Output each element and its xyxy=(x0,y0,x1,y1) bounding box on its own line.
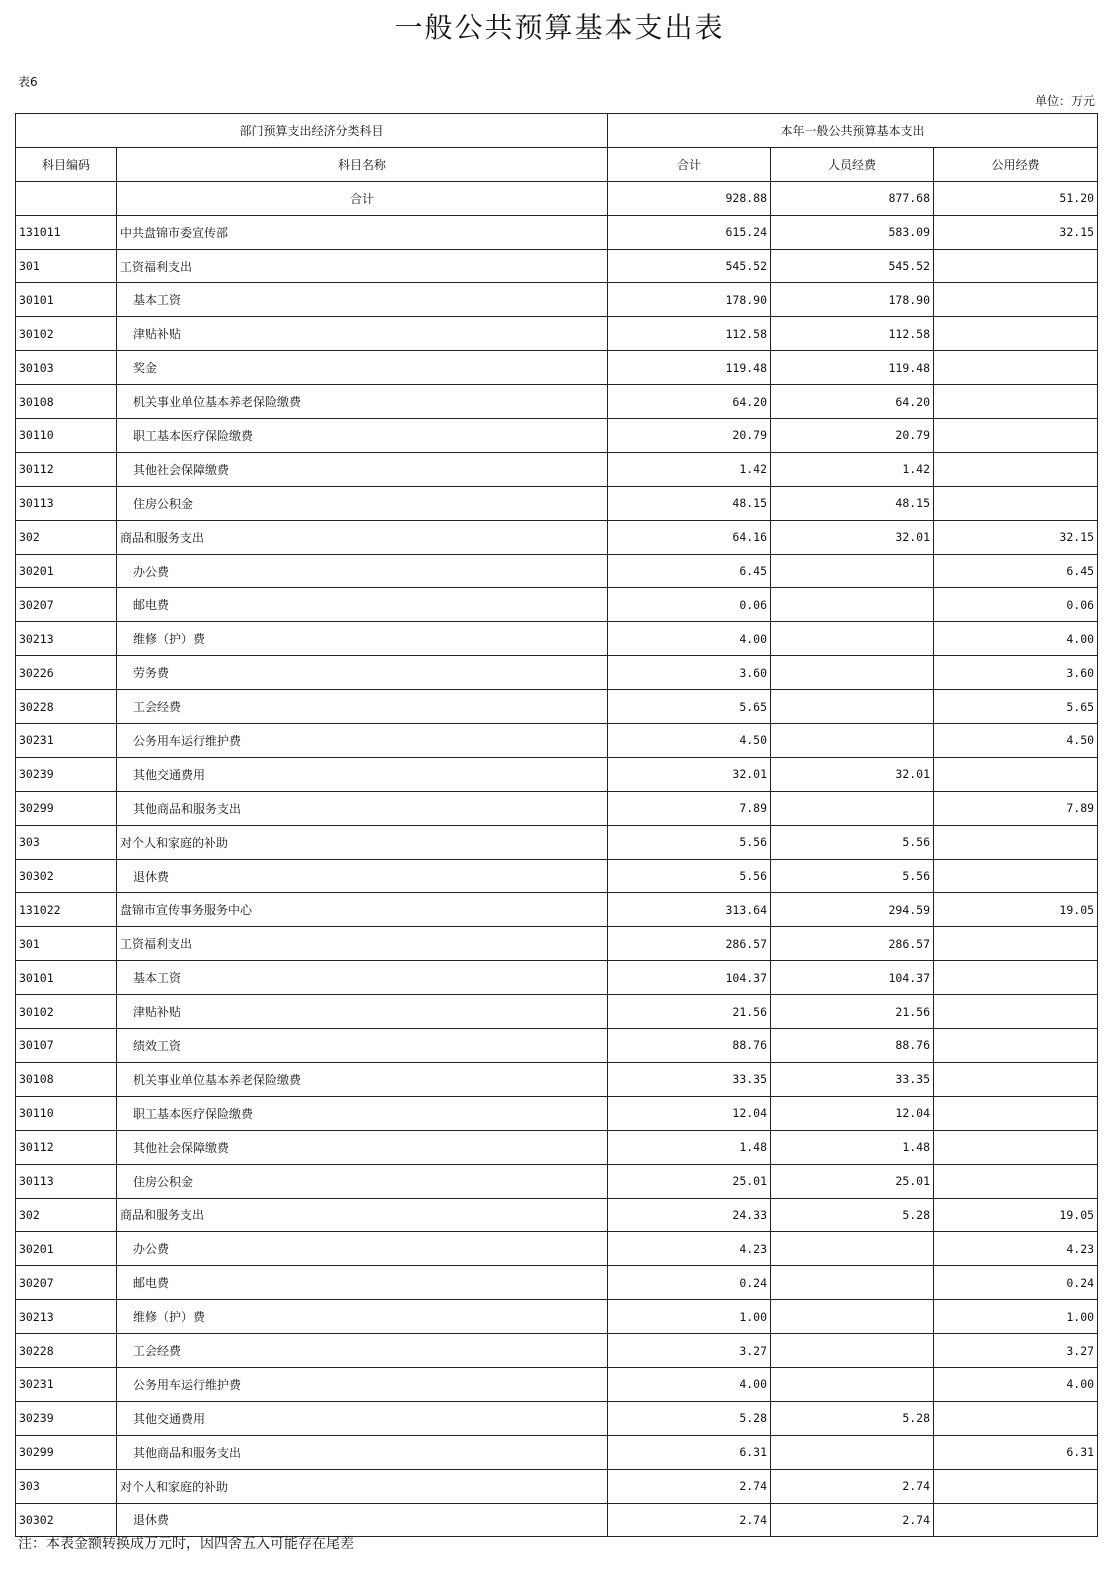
table-row xyxy=(16,351,1098,385)
table-body xyxy=(16,181,1098,1537)
cell-personnel: 119.48 xyxy=(771,351,934,385)
cell-personnel: 877.68 xyxy=(771,181,934,215)
cell-personnel: 2.74 xyxy=(771,1503,934,1537)
cell-code xyxy=(16,181,117,215)
cell-personnel xyxy=(771,1435,934,1469)
cell-total: 5.56 xyxy=(608,825,771,859)
cell-public: 51.20 xyxy=(934,181,1098,215)
cell-code: 30102 xyxy=(16,317,117,351)
cell-personnel: 286.57 xyxy=(771,927,934,961)
cell-total: 12.04 xyxy=(608,1096,771,1130)
table-row xyxy=(16,1198,1098,1232)
cell-name: 津贴补贴 xyxy=(117,317,608,351)
cell-code: 30231 xyxy=(16,1367,117,1401)
table-row xyxy=(16,317,1098,351)
cell-code: 30302 xyxy=(16,859,117,893)
cell-public: 4.00 xyxy=(934,1367,1098,1401)
cell-public xyxy=(934,757,1098,791)
cell-personnel: 545.52 xyxy=(771,249,934,283)
table-row xyxy=(16,757,1098,791)
cell-public: 32.15 xyxy=(934,520,1098,554)
cell-personnel xyxy=(771,1300,934,1334)
cell-total: 6.45 xyxy=(608,554,771,588)
cell-public: 32.15 xyxy=(934,215,1098,249)
cell-personnel: 25.01 xyxy=(771,1164,934,1198)
cell-personnel: 33.35 xyxy=(771,1062,934,1096)
cell-name: 维修（护）费 xyxy=(117,622,608,656)
cell-name: 其他交通费用 xyxy=(117,1401,608,1435)
column-header-total: 合计 xyxy=(608,147,771,181)
cell-code: 30108 xyxy=(16,1062,117,1096)
cell-name: 商品和服务支出 xyxy=(117,1198,608,1232)
cell-public: 0.06 xyxy=(934,588,1098,622)
cell-personnel: 104.37 xyxy=(771,961,934,995)
table-row xyxy=(16,1367,1098,1401)
cell-total: 286.57 xyxy=(608,927,771,961)
cell-total: 615.24 xyxy=(608,215,771,249)
cell-personnel xyxy=(771,690,934,724)
cell-code: 30103 xyxy=(16,351,117,385)
cell-total: 1.00 xyxy=(608,1300,771,1334)
cell-name: 住房公积金 xyxy=(117,1164,608,1198)
cell-code: 30107 xyxy=(16,1029,117,1063)
table-row xyxy=(16,1029,1098,1063)
cell-name: 劳务费 xyxy=(117,656,608,690)
cell-name: 公务用车运行维护费 xyxy=(117,1367,608,1401)
cell-name: 住房公积金 xyxy=(117,486,608,520)
cell-public: 7.89 xyxy=(934,791,1098,825)
cell-personnel: 2.74 xyxy=(771,1469,934,1503)
cell-code: 30201 xyxy=(16,1232,117,1266)
cell-public xyxy=(934,486,1098,520)
cell-personnel: 32.01 xyxy=(771,757,934,791)
table-row xyxy=(16,1435,1098,1469)
cell-code: 30112 xyxy=(16,452,117,486)
cell-public: 0.24 xyxy=(934,1266,1098,1300)
cell-name: 其他社会保障缴费 xyxy=(117,452,608,486)
cell-public: 1.00 xyxy=(934,1300,1098,1334)
cell-name: 中共盘锦市委宣传部 xyxy=(117,215,608,249)
cell-public xyxy=(934,385,1098,419)
column-header-name: 科目名称 xyxy=(117,147,608,181)
table-row xyxy=(16,588,1098,622)
table-row xyxy=(16,452,1098,486)
cell-personnel: 5.28 xyxy=(771,1401,934,1435)
cell-total: 1.42 xyxy=(608,452,771,486)
cell-name: 工会经费 xyxy=(117,1334,608,1368)
cell-name: 津贴补贴 xyxy=(117,995,608,1029)
cell-public xyxy=(934,825,1098,859)
cell-public: 3.60 xyxy=(934,656,1098,690)
cell-public xyxy=(934,961,1098,995)
cell-public xyxy=(934,1503,1098,1537)
cell-total: 2.74 xyxy=(608,1469,771,1503)
cell-name: 其他商品和服务支出 xyxy=(117,1435,608,1469)
cell-public xyxy=(934,859,1098,893)
cell-name: 退休费 xyxy=(117,859,608,893)
cell-name: 绩效工资 xyxy=(117,1029,608,1063)
cell-total: 64.16 xyxy=(608,520,771,554)
cell-personnel: 12.04 xyxy=(771,1096,934,1130)
table-row xyxy=(16,1503,1098,1537)
cell-name: 商品和服务支出 xyxy=(117,520,608,554)
cell-personnel xyxy=(771,791,934,825)
cell-name: 其他社会保障缴费 xyxy=(117,1130,608,1164)
cell-personnel: 88.76 xyxy=(771,1029,934,1063)
cell-name: 退休费 xyxy=(117,1503,608,1537)
cell-total: 178.90 xyxy=(608,283,771,317)
table-row xyxy=(16,1469,1098,1503)
cell-code: 30231 xyxy=(16,724,117,758)
header-group-classification: 部门预算支出经济分类科目 xyxy=(16,114,608,148)
cell-code: 30113 xyxy=(16,486,117,520)
cell-name: 基本工资 xyxy=(117,961,608,995)
cell-code: 30110 xyxy=(16,419,117,453)
cell-code: 30299 xyxy=(16,791,117,825)
cell-public: 5.65 xyxy=(934,690,1098,724)
cell-total: 313.64 xyxy=(608,893,771,927)
cell-total: 24.33 xyxy=(608,1198,771,1232)
cell-personnel xyxy=(771,656,934,690)
cell-code: 131011 xyxy=(16,215,117,249)
cell-total: 33.35 xyxy=(608,1062,771,1096)
table-row xyxy=(16,419,1098,453)
cell-code: 30102 xyxy=(16,995,117,1029)
cell-name: 基本工资 xyxy=(117,283,608,317)
table-row xyxy=(16,995,1098,1029)
cell-code: 30302 xyxy=(16,1503,117,1537)
table-row xyxy=(16,859,1098,893)
cell-total: 5.65 xyxy=(608,690,771,724)
cell-code: 301 xyxy=(16,927,117,961)
table-row xyxy=(16,1164,1098,1198)
cell-personnel xyxy=(771,1367,934,1401)
cell-personnel: 21.56 xyxy=(771,995,934,1029)
cell-code: 303 xyxy=(16,1469,117,1503)
cell-code: 303 xyxy=(16,825,117,859)
cell-total: 21.56 xyxy=(608,995,771,1029)
cell-total: 2.74 xyxy=(608,1503,771,1537)
cell-personnel: 5.56 xyxy=(771,825,934,859)
table-row xyxy=(16,893,1098,927)
cell-public xyxy=(934,1029,1098,1063)
cell-public xyxy=(934,283,1098,317)
table-row xyxy=(16,1062,1098,1096)
cell-total: 5.28 xyxy=(608,1401,771,1435)
cell-total: 3.27 xyxy=(608,1334,771,1368)
cell-personnel: 1.42 xyxy=(771,452,934,486)
cell-public: 4.00 xyxy=(934,622,1098,656)
cell-total: 4.50 xyxy=(608,724,771,758)
cell-public xyxy=(934,1401,1098,1435)
cell-personnel: 64.20 xyxy=(771,385,934,419)
cell-code: 30226 xyxy=(16,656,117,690)
cell-total: 64.20 xyxy=(608,385,771,419)
cell-personnel: 583.09 xyxy=(771,215,934,249)
cell-personnel xyxy=(771,1266,934,1300)
cell-name: 公务用车运行维护费 xyxy=(117,724,608,758)
table-row xyxy=(16,385,1098,419)
cell-code: 30101 xyxy=(16,961,117,995)
cell-public xyxy=(934,249,1098,283)
table-row xyxy=(16,622,1098,656)
cell-code: 30213 xyxy=(16,622,117,656)
cell-name: 其他商品和服务支出 xyxy=(117,791,608,825)
cell-name: 机关事业单位基本养老保险缴费 xyxy=(117,385,608,419)
budget-table xyxy=(15,113,1098,1537)
cell-public xyxy=(934,1096,1098,1130)
cell-personnel: 5.56 xyxy=(771,859,934,893)
table-row xyxy=(16,927,1098,961)
cell-public: 4.50 xyxy=(934,724,1098,758)
table-row xyxy=(16,724,1098,758)
cell-name: 合计 xyxy=(117,181,608,215)
cell-total: 928.88 xyxy=(608,181,771,215)
header-group-expenditure: 本年一般公共预算基本支出 xyxy=(608,114,1098,148)
cell-public xyxy=(934,995,1098,1029)
cell-total: 7.89 xyxy=(608,791,771,825)
cell-name: 对个人和家庭的补助 xyxy=(117,825,608,859)
cell-personnel: 294.59 xyxy=(771,893,934,927)
cell-code: 30228 xyxy=(16,1334,117,1368)
cell-public xyxy=(934,317,1098,351)
table-row xyxy=(16,1334,1098,1368)
cell-total: 4.00 xyxy=(608,622,771,656)
column-header-personnel: 人员经费 xyxy=(771,147,934,181)
cell-name: 对个人和家庭的补助 xyxy=(117,1469,608,1503)
cell-code: 30207 xyxy=(16,588,117,622)
cell-personnel: 1.48 xyxy=(771,1130,934,1164)
footnote: 注：本表金额转换成万元时，因四舍五入可能存在尾差 xyxy=(18,1536,354,1552)
page-title: 一般公共预算基本支出表 xyxy=(394,11,725,44)
table-row xyxy=(16,215,1098,249)
cell-public: 19.05 xyxy=(934,893,1098,927)
cell-code: 30108 xyxy=(16,385,117,419)
cell-public xyxy=(934,1130,1098,1164)
cell-personnel: 5.28 xyxy=(771,1198,934,1232)
table-row-total xyxy=(16,181,1098,215)
cell-personnel xyxy=(771,588,934,622)
table-row xyxy=(16,283,1098,317)
cell-public: 3.27 xyxy=(934,1334,1098,1368)
cell-personnel: 20.79 xyxy=(771,419,934,453)
cell-personnel: 32.01 xyxy=(771,520,934,554)
table-row xyxy=(16,520,1098,554)
cell-total: 0.24 xyxy=(608,1266,771,1300)
cell-name: 奖金 xyxy=(117,351,608,385)
cell-total: 25.01 xyxy=(608,1164,771,1198)
table-row xyxy=(16,1232,1098,1266)
cell-personnel: 112.58 xyxy=(771,317,934,351)
cell-personnel xyxy=(771,1334,934,1368)
table-row xyxy=(16,1096,1098,1130)
cell-total: 5.56 xyxy=(608,859,771,893)
cell-name: 职工基本医疗保险缴费 xyxy=(117,1096,608,1130)
cell-total: 0.06 xyxy=(608,588,771,622)
cell-total: 48.15 xyxy=(608,486,771,520)
cell-public xyxy=(934,1164,1098,1198)
cell-public xyxy=(934,1469,1098,1503)
cell-code: 30228 xyxy=(16,690,117,724)
cell-name: 维修（护）费 xyxy=(117,1300,608,1334)
table-row xyxy=(16,1266,1098,1300)
table-row xyxy=(16,554,1098,588)
cell-name: 办公费 xyxy=(117,1232,608,1266)
cell-name: 其他交通费用 xyxy=(117,757,608,791)
cell-name: 邮电费 xyxy=(117,588,608,622)
cell-personnel xyxy=(771,1232,934,1266)
cell-total: 1.48 xyxy=(608,1130,771,1164)
cell-code: 302 xyxy=(16,1198,117,1232)
cell-name: 机关事业单位基本养老保险缴费 xyxy=(117,1062,608,1096)
cell-public xyxy=(934,927,1098,961)
cell-public xyxy=(934,419,1098,453)
cell-code: 30113 xyxy=(16,1164,117,1198)
cell-code: 30112 xyxy=(16,1130,117,1164)
cell-name: 邮电费 xyxy=(117,1266,608,1300)
cell-personnel: 48.15 xyxy=(771,486,934,520)
table-row xyxy=(16,656,1098,690)
cell-public: 4.23 xyxy=(934,1232,1098,1266)
column-header-public: 公用经费 xyxy=(934,147,1098,181)
cell-public xyxy=(934,1062,1098,1096)
cell-code: 30299 xyxy=(16,1435,117,1469)
cell-name: 工资福利支出 xyxy=(117,927,608,961)
cell-name: 办公费 xyxy=(117,554,608,588)
column-header-code: 科目编码 xyxy=(16,147,117,181)
cell-code: 30207 xyxy=(16,1266,117,1300)
cell-name: 工会经费 xyxy=(117,690,608,724)
table-row xyxy=(16,1401,1098,1435)
cell-code: 30239 xyxy=(16,757,117,791)
table-row xyxy=(16,961,1098,995)
cell-code: 30239 xyxy=(16,1401,117,1435)
table-row xyxy=(16,825,1098,859)
cell-code: 131022 xyxy=(16,893,117,927)
cell-personnel xyxy=(771,724,934,758)
cell-public: 6.31 xyxy=(934,1435,1098,1469)
cell-public xyxy=(934,351,1098,385)
header-group-row xyxy=(16,114,1098,148)
cell-total: 4.00 xyxy=(608,1367,771,1401)
cell-personnel xyxy=(771,554,934,588)
cell-public: 19.05 xyxy=(934,1198,1098,1232)
cell-total: 104.37 xyxy=(608,961,771,995)
cell-total: 3.60 xyxy=(608,656,771,690)
cell-code: 30110 xyxy=(16,1096,117,1130)
cell-name: 工资福利支出 xyxy=(117,249,608,283)
cell-code: 30101 xyxy=(16,283,117,317)
cell-total: 88.76 xyxy=(608,1029,771,1063)
cell-total: 6.31 xyxy=(608,1435,771,1469)
cell-total: 4.23 xyxy=(608,1232,771,1266)
cell-total: 119.48 xyxy=(608,351,771,385)
table-row xyxy=(16,1300,1098,1334)
cell-personnel: 178.90 xyxy=(771,283,934,317)
cell-total: 545.52 xyxy=(608,249,771,283)
cell-personnel xyxy=(771,622,934,656)
cell-code: 302 xyxy=(16,520,117,554)
table-row xyxy=(16,690,1098,724)
table-row xyxy=(16,1130,1098,1164)
cell-total: 20.79 xyxy=(608,419,771,453)
table-number: 表6 xyxy=(18,75,38,89)
cell-total: 112.58 xyxy=(608,317,771,351)
cell-code: 301 xyxy=(16,249,117,283)
table-row xyxy=(16,791,1098,825)
cell-code: 30201 xyxy=(16,554,117,588)
cell-code: 30213 xyxy=(16,1300,117,1334)
cell-name: 职工基本医疗保险缴费 xyxy=(117,419,608,453)
cell-name: 盘锦市宣传事务服务中心 xyxy=(117,893,608,927)
table-row xyxy=(16,486,1098,520)
header-column-row xyxy=(16,147,1098,181)
cell-public xyxy=(934,452,1098,486)
unit-label: 单位：万元 xyxy=(1034,94,1095,108)
cell-public: 6.45 xyxy=(934,554,1098,588)
cell-total: 32.01 xyxy=(608,757,771,791)
table-row xyxy=(16,249,1098,283)
